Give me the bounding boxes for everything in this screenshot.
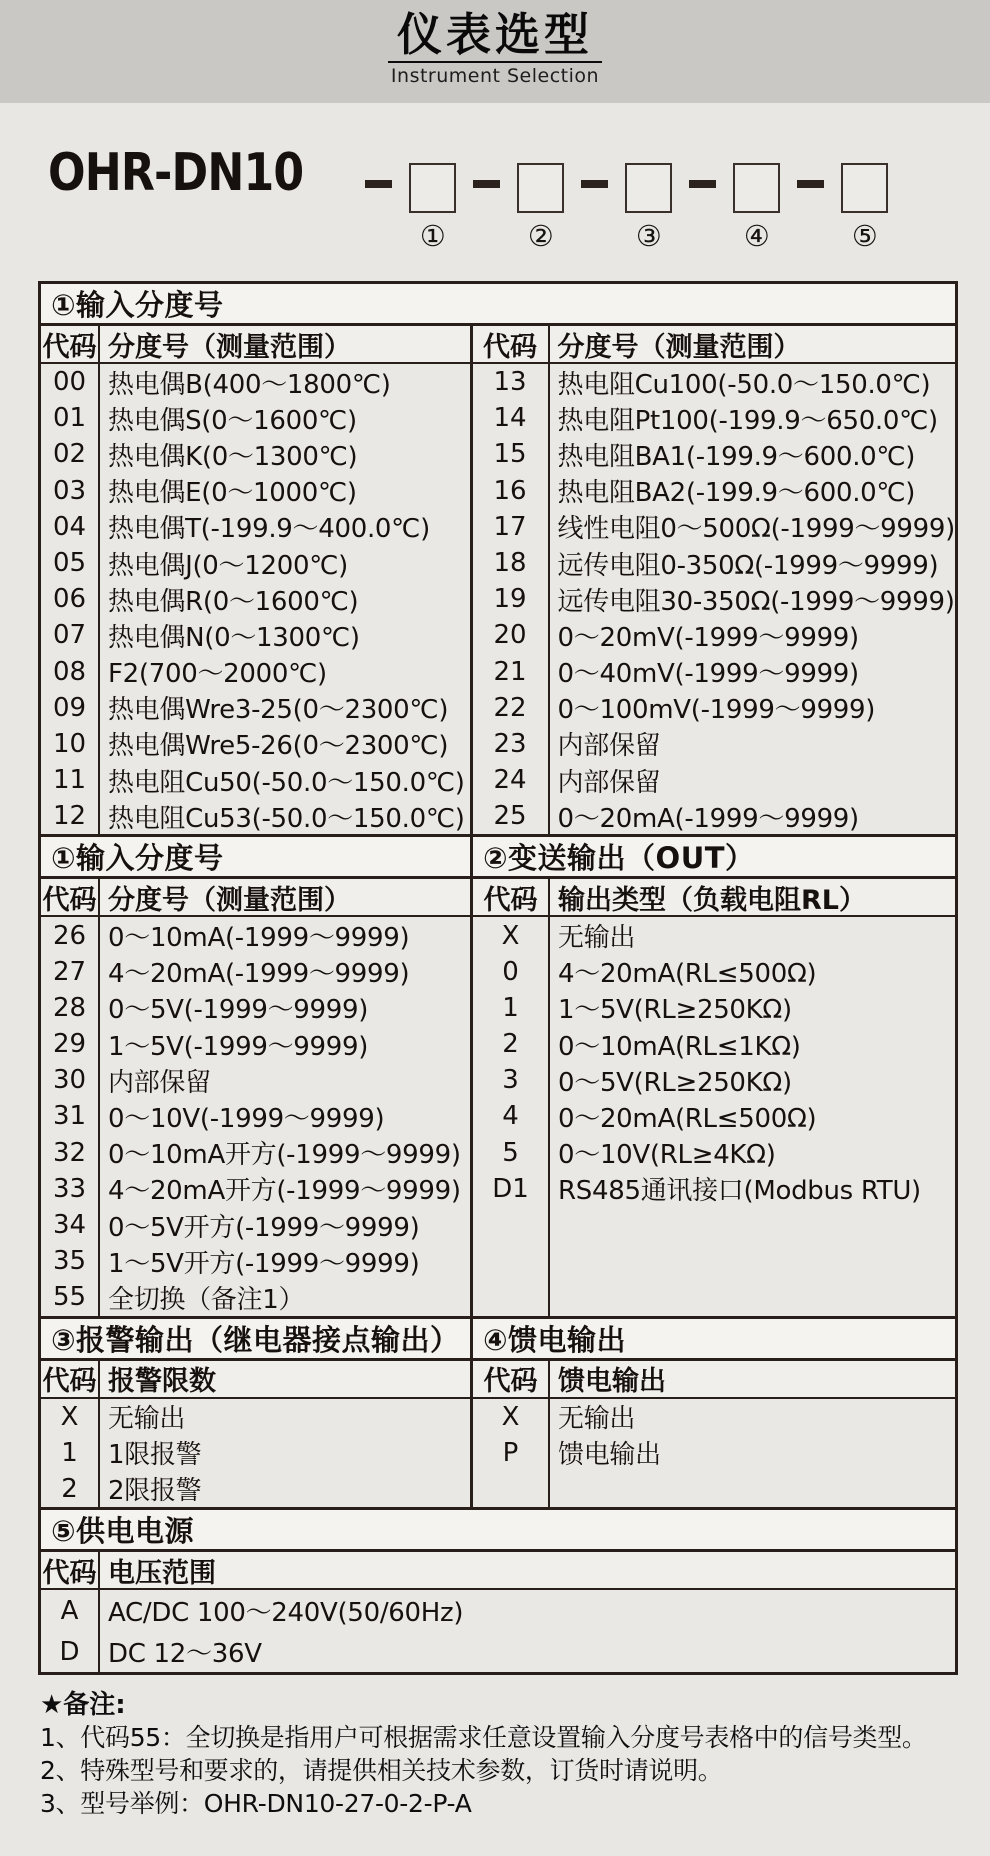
- row-code: 05: [52, 548, 87, 579]
- row-desc: 线性电阻0～500Ω(-1999～9999): [557, 514, 955, 545]
- row-code: 06: [52, 584, 87, 615]
- code-header: 代码: [483, 1366, 538, 1397]
- row-desc: 1限报警: [108, 1440, 202, 1471]
- model-code-box: [517, 163, 564, 213]
- row-code: A: [60, 1595, 79, 1626]
- model-code-box: [625, 163, 672, 213]
- row-desc: 内部保留: [557, 731, 661, 762]
- row-desc: 0～10mA(-1999～9999): [108, 923, 410, 954]
- row-desc: 内部保留: [557, 767, 661, 798]
- row-desc: 远传电阻30-350Ω(-1999～9999): [557, 586, 955, 617]
- page-header: [0, 0, 990, 103]
- row-desc: 热电阻Cu53(-50.0～150.0℃): [108, 803, 465, 834]
- dash: [473, 180, 500, 188]
- row-desc: 1～5V开方(-1999～9999): [108, 1248, 420, 1279]
- table-row: [473, 1098, 955, 1134]
- table-row: [473, 1026, 955, 1062]
- table-row: [473, 364, 955, 400]
- table-row: [41, 400, 470, 436]
- row-code: 4: [502, 1101, 519, 1132]
- row-desc: 0～5V(RL≥250KΩ): [558, 1067, 792, 1098]
- page-title: 仪表选型: [396, 8, 593, 61]
- row-desc: 热电偶J(0～1200℃): [108, 550, 348, 581]
- table-row: [473, 917, 955, 953]
- row-desc: 热电偶R(0～1600℃): [108, 586, 359, 617]
- table-row: [473, 954, 955, 990]
- row-code: 0: [502, 956, 519, 987]
- row-code: 13: [493, 367, 527, 398]
- column-header-row: [41, 1552, 955, 1590]
- row-desc: 内部保留: [108, 1067, 211, 1098]
- section-alarm-and-feed: [41, 1316, 955, 1508]
- alarm-limit-header: 报警限数: [108, 1366, 216, 1397]
- row-code: X: [60, 1401, 79, 1432]
- dash: [689, 180, 716, 188]
- model-code-box: [841, 163, 888, 213]
- note-item: 1、代码55：全切换是指用户可根据需求任意设置输入分度号表格中的信号类型。: [40, 1723, 927, 1753]
- row-desc: 0～10V(-1999～9999): [108, 1103, 385, 1134]
- row-code: 12: [52, 801, 87, 832]
- table-row: [41, 1135, 470, 1171]
- column-divider: [98, 1552, 100, 1672]
- table-body: [473, 1399, 955, 1471]
- row-desc: 无输出: [108, 1404, 186, 1435]
- table-row: [41, 617, 470, 653]
- title-underline: [388, 61, 602, 63]
- row-desc: 远传电阻0-350Ω(-1999～9999): [557, 550, 939, 581]
- row-desc: 1～5V(RL≥250KΩ): [558, 995, 792, 1026]
- section-title: ①输入分度号: [41, 284, 955, 326]
- row-desc: 0～40mV(-1999～9999): [557, 659, 859, 690]
- row-code: 29: [52, 1029, 87, 1060]
- row-desc: 0～10mA(RL≤1KΩ): [558, 1031, 801, 1062]
- column-header-row: [41, 1361, 470, 1399]
- row-code: 00: [52, 367, 87, 398]
- row-desc: 热电偶Wre3-25(0～2300℃): [108, 695, 449, 726]
- output-type-header: 输出类型（负载电阻RL）: [558, 884, 866, 916]
- row-code: 15: [493, 439, 527, 470]
- table-row: [41, 726, 470, 762]
- table-row: [473, 581, 955, 617]
- column-header-row: [41, 326, 470, 364]
- table-body: [41, 1590, 955, 1672]
- column-divider: [98, 1361, 100, 1508]
- row-code: 19: [493, 584, 527, 615]
- table-row: [473, 1135, 955, 1171]
- row-desc: 无输出: [558, 923, 636, 954]
- row-code: 5: [502, 1137, 519, 1168]
- table-row: [41, 654, 470, 690]
- row-code: 1: [61, 1437, 78, 1468]
- dash: [365, 180, 392, 188]
- table-row: [41, 1243, 470, 1279]
- position-label: ④: [743, 219, 770, 253]
- table-row: [41, 545, 470, 581]
- table-row: [473, 436, 955, 472]
- position-label: ②: [527, 219, 554, 253]
- row-desc: 热电偶T(-199.9～400.0℃): [108, 514, 430, 545]
- table-row: [473, 545, 955, 581]
- row-desc: 0～10V(RL≥4KΩ): [558, 1140, 776, 1171]
- table-row: [41, 581, 470, 617]
- position-label: ⑤: [851, 219, 878, 253]
- row-code: P: [502, 1437, 519, 1468]
- row-code: 32: [52, 1137, 87, 1168]
- row-code: D1: [492, 1173, 529, 1204]
- row-code: 2: [502, 1029, 519, 1060]
- row-desc: 馈电输出: [558, 1440, 661, 1471]
- table-row: [473, 690, 955, 726]
- row-desc: 热电阻Cu100(-50.0～150.0℃): [557, 369, 931, 400]
- section-input-codes-2-and-output: [41, 834, 955, 1315]
- row-desc: 4～20mA(-1999～9999): [108, 959, 410, 990]
- row-code: 28: [52, 992, 87, 1023]
- row-code: X: [501, 920, 520, 951]
- notes-title: ★备注:: [40, 1690, 126, 1721]
- row-desc: RS485通讯接口(Modbus RTU): [558, 1176, 921, 1207]
- code-header: 代码: [483, 884, 538, 916]
- section-title: ②变送输出（OUT）: [473, 837, 955, 879]
- table-body: [473, 364, 955, 834]
- row-code: 18: [493, 548, 527, 579]
- row-code: 22: [493, 692, 527, 723]
- row-code: 09: [52, 692, 87, 723]
- position-label: ③: [635, 219, 662, 253]
- row-code: 03: [52, 475, 87, 506]
- position-label: ①: [419, 219, 446, 253]
- selection-tables: [38, 281, 958, 1675]
- row-code: 23: [493, 728, 527, 759]
- row-code: X: [501, 1401, 520, 1432]
- table-row: [473, 798, 955, 834]
- notes-list: [40, 1721, 970, 1820]
- row-desc: 0～5V开方(-1999～9999): [108, 1212, 420, 1243]
- column-divider: [548, 879, 550, 1315]
- table-row: [41, 1279, 470, 1315]
- section-title: ⑤供电电源: [41, 1510, 955, 1552]
- row-desc: 0～20mA(RL≤500Ω): [558, 1103, 817, 1134]
- row-desc: 4～20mA开方(-1999～9999): [108, 1176, 461, 1207]
- table-row: [473, 1399, 955, 1435]
- model-position-5: [841, 163, 888, 258]
- range-header: 分度号（测量范围）: [557, 331, 801, 363]
- code-header: 代码: [42, 1557, 97, 1589]
- column-header-row: [473, 879, 955, 917]
- row-code: 10: [52, 728, 87, 759]
- row-code: 3: [502, 1065, 519, 1096]
- column-divider: [548, 326, 550, 834]
- row-code: 17: [493, 511, 527, 542]
- row-desc: F2(700～2000℃): [108, 659, 327, 690]
- model-code-box: [733, 163, 780, 213]
- table-row: [473, 617, 955, 653]
- code-header: 代码: [42, 1366, 97, 1397]
- table-row: [41, 1435, 470, 1471]
- notes-section: [40, 1689, 970, 1820]
- table-row: [41, 1471, 470, 1507]
- row-code: 08: [52, 656, 87, 687]
- table-row: [473, 654, 955, 690]
- row-desc: 无输出: [558, 1404, 636, 1435]
- model-position-2: [517, 163, 564, 258]
- row-desc: 0～20mV(-1999～9999): [557, 622, 859, 653]
- row-code: 55: [52, 1282, 87, 1313]
- row-desc: 0～10mA开方(-1999～9999): [108, 1140, 461, 1171]
- table-body: [473, 917, 955, 1207]
- row-desc: 热电阻BA2(-199.9～600.0℃): [557, 478, 916, 509]
- model-prefix: OHR-DN10: [48, 143, 304, 203]
- table-body: [41, 917, 470, 1315]
- range-header: 分度号（测量范围）: [108, 884, 351, 916]
- column-divider: [548, 1361, 550, 1508]
- dash: [581, 180, 608, 188]
- table-row: [41, 990, 470, 1026]
- row-code: 16: [493, 475, 527, 506]
- table-row: [473, 1171, 955, 1207]
- row-desc: 热电偶S(0～1600℃): [108, 405, 357, 436]
- table-row: [41, 1631, 955, 1672]
- section-title: ①输入分度号: [41, 837, 470, 879]
- model-position-4: [733, 163, 780, 258]
- table-row: [473, 1062, 955, 1098]
- row-code: 26: [52, 920, 87, 951]
- dash: [797, 180, 824, 188]
- row-desc: 1～5V(-1999～9999): [108, 1031, 369, 1062]
- row-desc: 2限报警: [108, 1476, 202, 1507]
- model-position-1: [409, 163, 456, 258]
- range-header: 分度号（测量范围）: [108, 331, 351, 363]
- row-code: 31: [52, 1101, 87, 1132]
- table-row: [473, 762, 955, 798]
- row-desc: 热电偶Wre5-26(0～2300℃): [108, 731, 449, 762]
- row-code: 01: [52, 403, 87, 434]
- section-power-supply: [41, 1507, 955, 1672]
- row-desc: 4～20mA(RL≤500Ω): [558, 959, 817, 990]
- section-input-codes-1: [41, 284, 955, 834]
- row-code: 02: [52, 439, 87, 470]
- table-row: [41, 509, 470, 545]
- table-row: [41, 1026, 470, 1062]
- table-row: [41, 917, 470, 953]
- table-row: [473, 990, 955, 1026]
- row-code: 35: [52, 1246, 87, 1277]
- code-header: 代码: [42, 884, 97, 916]
- row-desc: 0～5V(-1999～9999): [108, 995, 369, 1026]
- section-title: ④馈电输出: [473, 1319, 955, 1361]
- column-header-row: [473, 1361, 955, 1399]
- table-row: [41, 690, 470, 726]
- model-code-box: [409, 163, 456, 213]
- row-desc: 0～100mV(-1999～9999): [557, 695, 876, 726]
- table-row: [41, 364, 470, 400]
- column-header-row: [473, 326, 955, 364]
- table-row: [473, 509, 955, 545]
- row-desc: 热电偶B(400～1800℃): [108, 369, 391, 400]
- row-desc: 热电偶N(0～1300℃): [108, 622, 360, 653]
- column-divider: [98, 879, 100, 1315]
- section-title: ③报警输出（继电器接点输出）: [41, 1319, 470, 1361]
- code-header: 代码: [483, 331, 538, 363]
- row-code: 34: [52, 1210, 87, 1241]
- row-code: 30: [52, 1065, 87, 1096]
- table-row: [41, 473, 470, 509]
- table-row: [473, 1435, 955, 1471]
- row-code: 24: [493, 765, 527, 796]
- row-code: 20: [493, 620, 527, 651]
- table-row: [473, 400, 955, 436]
- table-row: [41, 436, 470, 472]
- row-desc: 0～20mA(-1999～9999): [557, 803, 859, 834]
- code-header: 代码: [42, 331, 97, 363]
- voltage-range-header: 电压范围: [108, 1557, 216, 1589]
- row-desc: 全切换（备注1）: [108, 1284, 305, 1315]
- note-item: 3、型号举例：OHR-DN10-27-0-2-P-A: [40, 1789, 472, 1819]
- row-code: 33: [52, 1173, 87, 1204]
- table-row: [41, 762, 470, 798]
- table-row: [41, 954, 470, 990]
- row-desc: 热电阻Cu50(-50.0～150.0℃): [108, 767, 465, 798]
- table-body: [41, 1399, 470, 1508]
- row-desc: 热电偶K(0～1300℃): [108, 441, 358, 472]
- row-code: D: [59, 1636, 80, 1667]
- row-code: 07: [52, 620, 87, 651]
- table-row: [41, 1399, 470, 1435]
- row-code: 04: [52, 511, 87, 542]
- column-header-row: [41, 879, 470, 917]
- row-code: 27: [52, 956, 87, 987]
- table-row: [41, 1062, 470, 1098]
- row-code: 21: [493, 656, 527, 687]
- table-row: [41, 1171, 470, 1207]
- row-desc: 热电阻Pt100(-199.9～650.0℃): [557, 405, 938, 436]
- page-subtitle: Instrument Selection: [390, 65, 600, 87]
- row-code: 11: [52, 765, 87, 796]
- row-code: 2: [61, 1473, 78, 1504]
- row-code: 14: [493, 403, 527, 434]
- row-code: 25: [493, 801, 527, 832]
- feed-output-header: 馈电输出: [558, 1366, 666, 1397]
- table-row: [41, 1098, 470, 1134]
- table-row: [473, 726, 955, 762]
- row-code: 1: [502, 992, 519, 1023]
- table-row: [41, 798, 470, 834]
- row-desc: DC 12～36V: [108, 1639, 262, 1670]
- table-row: [41, 1207, 470, 1243]
- table-body: [41, 364, 470, 834]
- column-divider: [98, 326, 100, 834]
- row-desc: 热电偶E(0～1000℃): [108, 478, 357, 509]
- model-number-diagram: [48, 140, 990, 258]
- model-position-3: [625, 163, 672, 258]
- table-row: [41, 1590, 955, 1631]
- row-desc: 热电阻BA1(-199.9～600.0℃): [557, 441, 916, 472]
- note-item: 2、特殊型号和要求的，请提供相关技术参数，订货时请说明。: [40, 1756, 723, 1786]
- row-desc: AC/DC 100～240V(50/60Hz): [108, 1598, 464, 1629]
- table-row: [473, 473, 955, 509]
